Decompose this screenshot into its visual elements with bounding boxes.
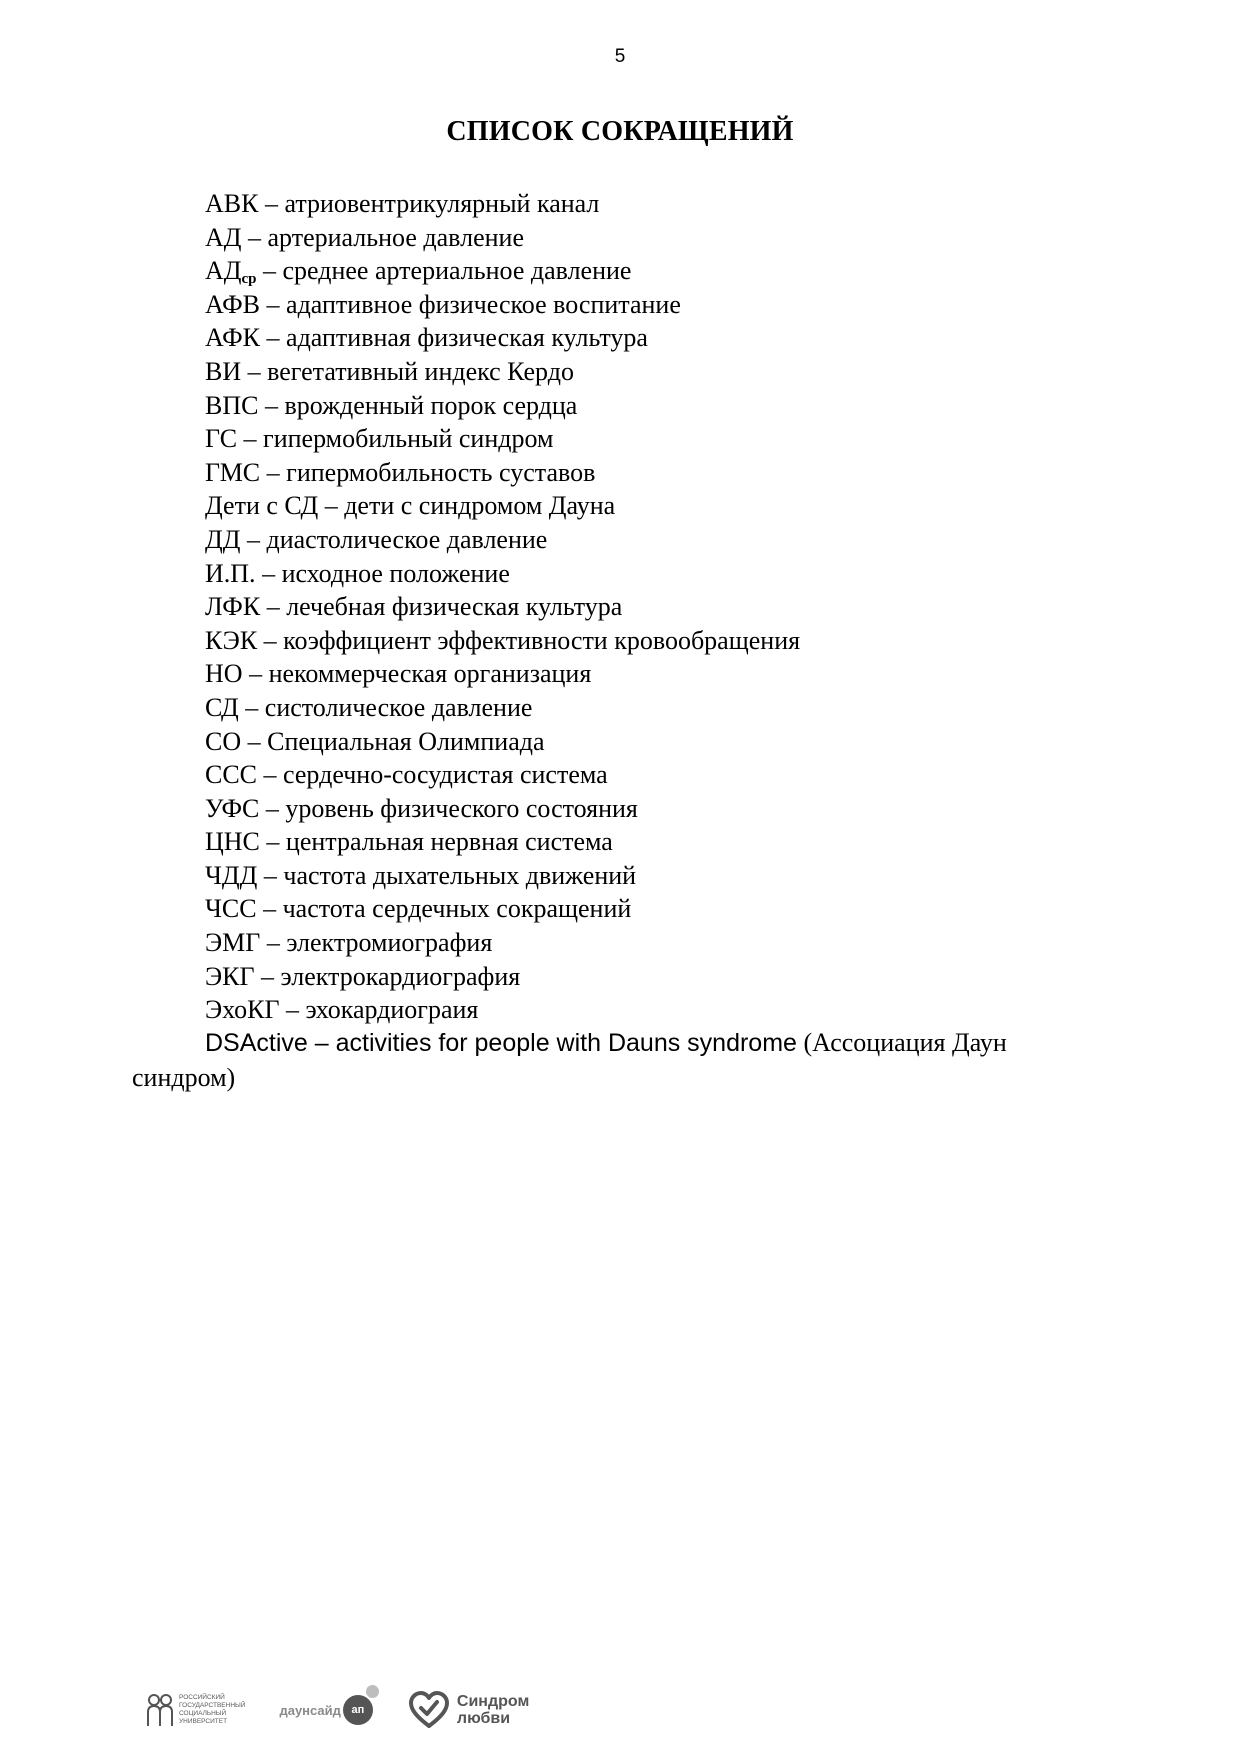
abbreviation-term: КЭК: [205, 625, 258, 655]
abbreviation-term: ВПС: [205, 390, 259, 420]
abbreviation-separator: –: [238, 692, 265, 722]
abbreviation-dsactive-ru: (Ассоциация Даун синдром): [132, 1028, 1007, 1092]
abbreviation-definition: сердечно-сосудистая система: [283, 760, 608, 790]
downside-logo-badge: [343, 1695, 373, 1725]
abbreviation-separator: –: [241, 222, 268, 252]
abbreviation-item: [205, 187, 800, 221]
abbreviation-separator: –: [256, 256, 283, 286]
abbreviation-separator: –: [259, 827, 286, 857]
downside-badge-text: ап: [351, 1704, 365, 1716]
abbreviation-separator: –: [257, 760, 284, 790]
abbreviation-term: ЦНС: [205, 827, 260, 857]
abbreviation-definition: электрокардиография: [280, 961, 521, 991]
abbreviation-term: ЭхоКГ: [205, 995, 280, 1025]
rgsu-line: СОЦИАЛЬНЫЙ: [179, 1710, 227, 1717]
abbreviation-separator: –: [240, 524, 267, 554]
abbreviation-definition: коэффициент эффективности кровообращения: [283, 625, 801, 655]
abbreviation-definition: некоммерческая организация: [268, 659, 592, 689]
abbreviation-separator: –: [259, 793, 286, 823]
page-number: 5: [614, 46, 626, 67]
dot-icon: [366, 1685, 379, 1698]
downside-logo-text: даунсайд: [279, 1702, 341, 1718]
abbreviation-separator: –: [241, 726, 268, 756]
abbreviation-definition: артериальное давление: [267, 222, 524, 252]
abbreviation-term: АФВ: [205, 289, 261, 319]
abbreviation-definition: гипермобильный синдром: [263, 424, 554, 454]
abbreviation-item: [205, 590, 800, 624]
footer-logos: [145, 1680, 529, 1740]
abbreviation-term: И.П.: [205, 558, 256, 588]
abbreviation-definition: гипермобильность суставов: [286, 457, 596, 487]
abbreviation-item: [205, 657, 800, 691]
abbreviation-item: [205, 993, 800, 1027]
abbreviation-term: СД: [205, 692, 239, 722]
abbreviation-definition: исходное положение: [281, 558, 510, 588]
abbreviation-definition: дети с синдромом Дауна: [344, 491, 616, 521]
abbreviation-separator: –: [257, 625, 284, 655]
abbreviation-definition: лечебная физическая культура: [286, 592, 623, 622]
abbreviation-definition: атриовентрикулярный канал: [284, 189, 600, 218]
rgsu-line: УНИВЕРСИТЕТ: [179, 1718, 228, 1725]
abbreviation-term: АФК: [205, 323, 261, 353]
abbreviation-separator: –: [237, 424, 264, 454]
abbreviation-definition: среднее артериальное давление: [282, 256, 632, 286]
love-logo-line: Синдром: [456, 1693, 530, 1710]
abbreviation-item: [205, 254, 800, 288]
rgsu-line: ГОСУДАРСТВЕННЫЙ: [179, 1702, 246, 1709]
abbreviation-item: [205, 792, 800, 826]
abbreviation-item: [205, 422, 800, 456]
abbreviation-term: АВК: [205, 189, 259, 218]
abbreviation-item: [205, 926, 800, 960]
abbreviation-separator: –: [242, 659, 269, 689]
abbreviation-term: ЧДД: [205, 860, 258, 890]
abbreviation-term: ДД: [205, 524, 241, 554]
abbreviation-item: [205, 859, 800, 893]
abbreviation-definition: частота дыхательных движений: [283, 860, 637, 890]
abbreviation-definition: систолическое давление: [264, 692, 533, 722]
abbreviation-term: ГМС: [205, 457, 261, 487]
downside-up-logo: [279, 1695, 372, 1725]
abbreviation-definition: уровень физического состояния: [285, 793, 638, 823]
abbreviation-separator: –: [258, 390, 285, 420]
abbreviation-item: [205, 221, 800, 255]
love-logo-line: любви: [456, 1710, 511, 1727]
abbreviation-term: ВИ: [205, 356, 242, 386]
abbreviation-term: НО: [205, 659, 243, 689]
abbreviation-definition: вегетативный индекс Кердо: [267, 356, 574, 386]
abbreviation-term: УФС: [205, 793, 260, 823]
abbreviation-term: АД: [205, 256, 242, 286]
abbreviation-dsactive-en: DSActive – activities for people with Dauns syndrome: [205, 1029, 797, 1057]
abbreviation-term: ЭКГ: [205, 961, 255, 991]
abbreviation-definition: адаптивная физическая культура: [286, 323, 648, 353]
abbreviation-definition: эхокардиограия: [305, 995, 479, 1025]
abbreviation-separator: –: [257, 860, 284, 890]
abbreviation-item: [205, 758, 800, 792]
abbreviation-separator: –: [256, 894, 283, 924]
abbreviation-item: [205, 557, 800, 591]
abbreviation-term: АД: [205, 222, 242, 252]
abbreviation-separator: –: [255, 558, 282, 588]
abbreviation-item: [205, 825, 800, 859]
abbreviation-term: ЭМГ: [205, 928, 261, 958]
abbreviation-separator: –: [260, 928, 287, 958]
abbreviation-term: ЛФК: [205, 592, 261, 622]
abbreviation-item: [205, 960, 800, 994]
abbreviation-term: ССС: [205, 760, 258, 790]
abbreviation-separator: –: [318, 491, 345, 521]
abbreviation-item: [205, 321, 800, 355]
abbreviation-definition: Специальная Олимпиада: [267, 726, 545, 756]
abbreviation-separator: –: [258, 189, 285, 218]
page-title: СПИСОК СОКРАЩЕНИЙ: [446, 116, 794, 147]
abbreviation-item: [205, 355, 800, 389]
abbreviation-separator: –: [260, 289, 287, 319]
abbreviation-separator: –: [260, 592, 287, 622]
abbreviation-term: ГС: [205, 424, 238, 454]
rgsu-logo: [145, 1692, 245, 1728]
abbreviation-definition: врожденный порок сердца: [284, 390, 578, 420]
abbreviation-term: Дети с СД: [205, 491, 319, 521]
abbreviation-item: [205, 691, 800, 725]
abbreviation-separator: –: [279, 995, 306, 1025]
syndrome-of-love-logo: [407, 1690, 529, 1730]
abbreviation-item: [205, 489, 800, 523]
abbreviation-term: СО: [205, 726, 242, 756]
abbreviation-separator: –: [260, 457, 287, 487]
abbreviation-subscript: ср: [241, 271, 257, 288]
abbreviation-item: [205, 523, 800, 557]
abbreviation-definition: электромиография: [286, 928, 493, 958]
abbreviation-item: [205, 456, 800, 490]
abbreviation-item: [205, 624, 800, 658]
abbreviation-term: ЧСС: [205, 894, 257, 924]
abbreviation-item: [205, 892, 800, 926]
abbreviation-definition: диастолическое давление: [266, 524, 548, 554]
abbreviation-definition: адаптивное физическое воспитание: [286, 289, 681, 319]
abbreviation-definition: частота сердечных сокращений: [282, 894, 632, 924]
abbreviation-item-dsactive: [132, 1026, 1092, 1094]
abbreviation-item: [205, 725, 800, 759]
abbreviation-item: [205, 288, 800, 322]
heart-icon: [407, 1690, 451, 1730]
abbreviation-list: [205, 187, 800, 1027]
abbreviation-item: [205, 389, 800, 423]
abbreviation-separator: –: [254, 961, 281, 991]
rgsu-line: РОССИЙСКИЙ: [179, 1694, 225, 1701]
abbreviation-separator: –: [241, 356, 268, 386]
abbreviation-separator: –: [260, 323, 287, 353]
rgsu-emblem-icon: [145, 1692, 175, 1728]
abbreviation-definition: центральная нервная система: [285, 827, 613, 857]
